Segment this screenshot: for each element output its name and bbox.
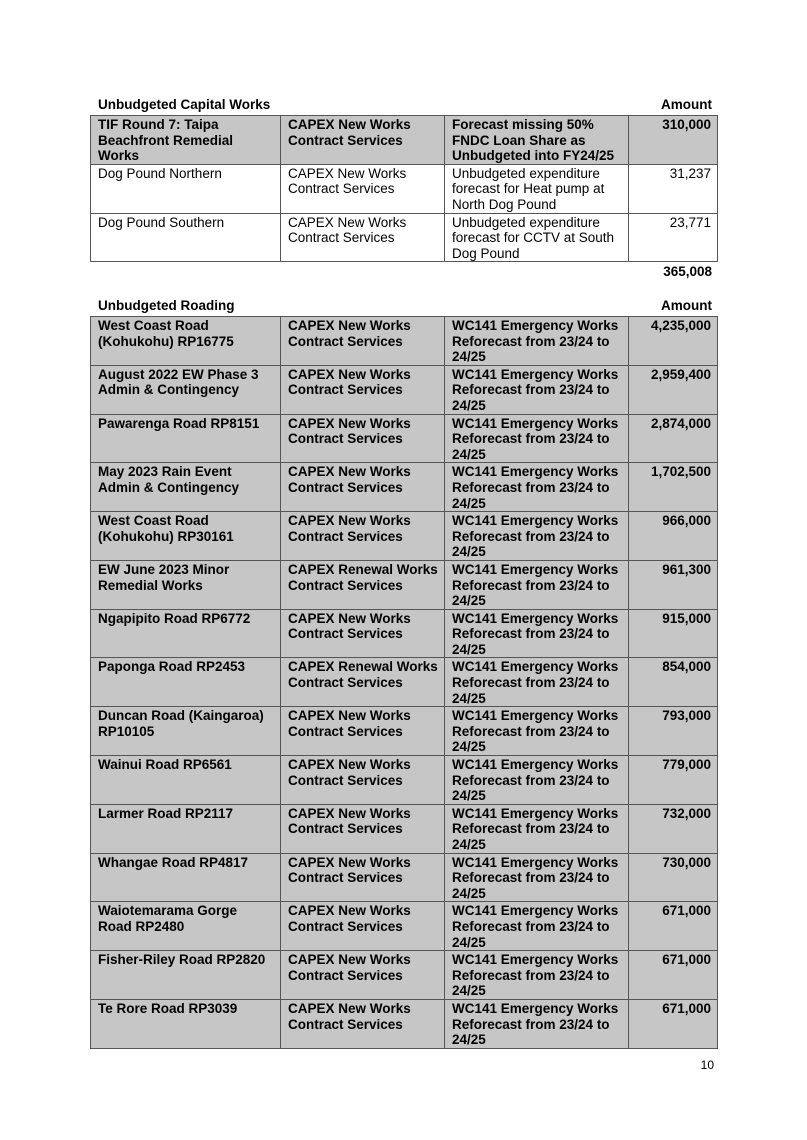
roading-amount-header: Amount <box>661 298 712 313</box>
item-name: May 2023 Rain Event Admin & Contingency <box>91 463 281 512</box>
table-row <box>91 951 718 1000</box>
item-amount: 854,000 <box>629 658 718 707</box>
item-name: Larmer Road RP2117 <box>91 804 281 853</box>
item-description: WC141 Emergency Works Reforecast from 23/24 to 24/25 <box>445 658 629 707</box>
item-name: TIF Round 7: Taipa Beachfront Remedial Works <box>91 116 281 165</box>
item-name: Te Rore Road RP3039 <box>91 999 281 1048</box>
item-name: Duncan Road (Kaingaroa) RP10105 <box>91 707 281 756</box>
table-row <box>91 609 718 658</box>
capital-works-title: Unbudgeted Capital Works <box>98 97 271 112</box>
item-type: CAPEX New Works Contract Services <box>281 609 445 658</box>
item-amount: 732,000 <box>629 804 718 853</box>
table-row <box>91 902 718 951</box>
item-type: CAPEX New Works Contract Services <box>281 756 445 805</box>
item-amount: 915,000 <box>629 609 718 658</box>
item-name: Fisher-Riley Road RP2820 <box>91 951 281 1000</box>
roading-section <box>90 298 718 1049</box>
item-amount: 1,702,500 <box>629 463 718 512</box>
item-description: WC141 Emergency Works Reforecast from 23/24 to 24/25 <box>445 707 629 756</box>
item-name: West Coast Road (Kohukohu) RP30161 <box>91 512 281 561</box>
item-description: WC141 Emergency Works Reforecast from 23/24 to 24/25 <box>445 365 629 414</box>
item-description: WC141 Emergency Works Reforecast from 23/24 to 24/25 <box>445 512 629 561</box>
item-description: Unbudgeted expenditure forecast for CCTV at South Dog Pound <box>445 213 629 262</box>
item-amount: 4,235,000 <box>629 317 718 366</box>
item-type: CAPEX Renewal Works Contract Services <box>281 560 445 609</box>
item-name: EW June 2023 Minor Remedial Works <box>91 560 281 609</box>
table-row <box>91 999 718 1048</box>
item-amount: 671,000 <box>629 902 718 951</box>
item-description: WC141 Emergency Works Reforecast from 23/24 to 24/25 <box>445 609 629 658</box>
item-name: Ngapipito Road RP6772 <box>91 609 281 658</box>
item-type: CAPEX New Works Contract Services <box>281 317 445 366</box>
item-type: CAPEX New Works Contract Services <box>281 414 445 463</box>
item-amount: 2,959,400 <box>629 365 718 414</box>
item-description: WC141 Emergency Works Reforecast from 23/24 to 24/25 <box>445 317 629 366</box>
capital-amount-header: Amount <box>661 97 712 112</box>
table-row <box>91 116 718 165</box>
item-type: CAPEX New Works Contract Services <box>281 853 445 902</box>
item-type: CAPEX New Works Contract Services <box>281 164 445 213</box>
capital-works-table <box>90 115 718 262</box>
item-type: CAPEX New Works Contract Services <box>281 951 445 1000</box>
table-row <box>91 414 718 463</box>
item-description: WC141 Emergency Works Reforecast from 23/24 to 24/25 <box>445 951 629 1000</box>
item-amount: 966,000 <box>629 512 718 561</box>
table-row <box>91 853 718 902</box>
item-name: Waiotemarama Gorge Road RP2480 <box>91 902 281 951</box>
item-description: WC141 Emergency Works Reforecast from 23/24 to 24/25 <box>445 756 629 805</box>
item-name: West Coast Road (Kohukohu) RP16775 <box>91 317 281 366</box>
item-name: Pawarenga Road RP8151 <box>91 414 281 463</box>
item-type: CAPEX New Works Contract Services <box>281 902 445 951</box>
roading-title: Unbudgeted Roading <box>98 298 235 313</box>
item-description: WC141 Emergency Works Reforecast from 23/24 to 24/25 <box>445 560 629 609</box>
roading-table <box>90 316 718 1049</box>
item-amount: 31,237 <box>629 164 718 213</box>
item-amount: 671,000 <box>629 999 718 1048</box>
item-type: CAPEX New Works Contract Services <box>281 463 445 512</box>
item-name: August 2022 EW Phase 3 Admin & Contingency <box>91 365 281 414</box>
item-type: CAPEX New Works Contract Services <box>281 213 445 262</box>
item-description: WC141 Emergency Works Reforecast from 23/24 to 24/25 <box>445 902 629 951</box>
table-row <box>91 512 718 561</box>
table-row <box>91 707 718 756</box>
item-description: Unbudgeted expenditure forecast for Heat pump at North Dog Pound <box>445 164 629 213</box>
item-type: CAPEX New Works Contract Services <box>281 512 445 561</box>
item-amount: 2,874,000 <box>629 414 718 463</box>
item-description: WC141 Emergency Works Reforecast from 23/24 to 24/25 <box>445 853 629 902</box>
capital-total: 365,008 <box>663 264 712 280</box>
item-name: Paponga Road RP2453 <box>91 658 281 707</box>
table-row <box>91 317 718 366</box>
table-row <box>91 804 718 853</box>
item-description: WC141 Emergency Works Reforecast from 23/24 to 24/25 <box>445 999 629 1048</box>
table-row <box>91 463 718 512</box>
roading-header <box>90 298 718 316</box>
item-name: Whangae Road RP4817 <box>91 853 281 902</box>
item-description: WC141 Emergency Works Reforecast from 23/24 to 24/25 <box>445 463 629 512</box>
table-row <box>91 213 718 262</box>
table-row <box>91 365 718 414</box>
item-description: WC141 Emergency Works Reforecast from 23/24 to 24/25 <box>445 804 629 853</box>
item-amount: 779,000 <box>629 756 718 805</box>
item-type: CAPEX Renewal Works Contract Services <box>281 658 445 707</box>
capital-works-header <box>90 97 718 115</box>
item-amount: 310,000 <box>629 116 718 165</box>
item-amount: 730,000 <box>629 853 718 902</box>
item-name: Wainui Road RP6561 <box>91 756 281 805</box>
item-name: Dog Pound Northern <box>91 164 281 213</box>
item-description: Forecast missing 50% FNDC Loan Share as Unbudgeted into FY24/25 <box>445 116 629 165</box>
item-name: Dog Pound Southern <box>91 213 281 262</box>
table-row <box>91 756 718 805</box>
item-amount: 23,771 <box>629 213 718 262</box>
item-type: CAPEX New Works Contract Services <box>281 707 445 756</box>
item-type: CAPEX New Works Contract Services <box>281 116 445 165</box>
capital-works-section <box>90 97 718 279</box>
item-description: WC141 Emergency Works Reforecast from 23/24 to 24/25 <box>445 414 629 463</box>
item-type: CAPEX New Works Contract Services <box>281 804 445 853</box>
table-row <box>91 658 718 707</box>
item-type: CAPEX New Works Contract Services <box>281 365 445 414</box>
page-number: 10 <box>700 1058 714 1072</box>
table-row <box>91 164 718 213</box>
item-amount: 793,000 <box>629 707 718 756</box>
item-type: CAPEX New Works Contract Services <box>281 999 445 1048</box>
table-row <box>91 560 718 609</box>
item-amount: 961,300 <box>629 560 718 609</box>
item-amount: 671,000 <box>629 951 718 1000</box>
